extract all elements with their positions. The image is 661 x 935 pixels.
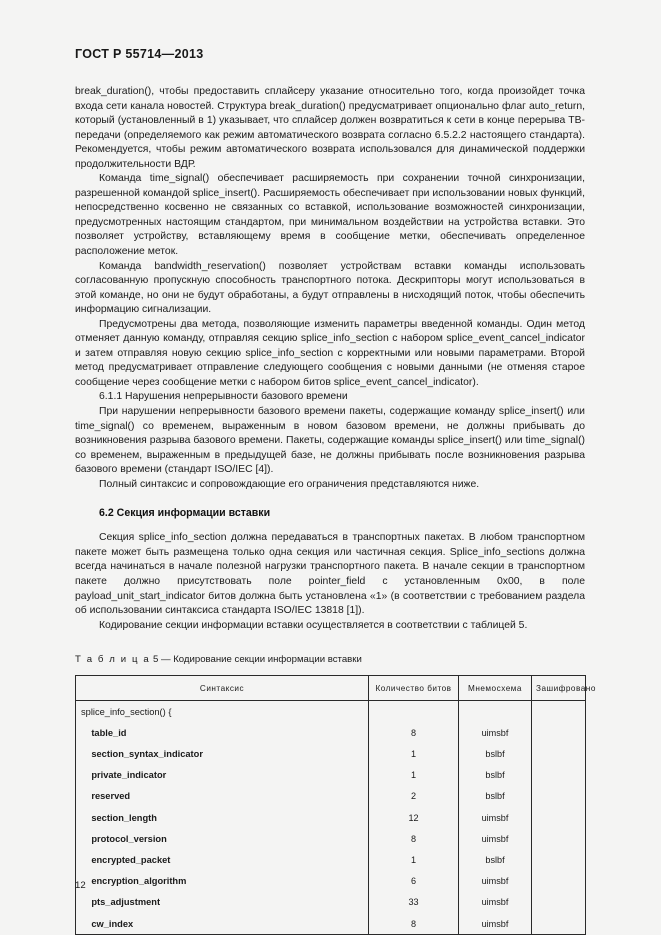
paragraph: Предусмотрены два метода, позволяющие изменить параметры введенной команды. Один метод отменяет данную команду, отправляя секцию splice_info_section с набором splice_event_cancel_indicator и затем отправляя новую секцию splice_info_section с корректными или новыми параметрами. Второй метод предусматривает отправление следующего сообщения с новыми данными (не отменяя старое сообщение через сообщение метки с набором битов splice_event_cancel_indicator).: [75, 318, 585, 388]
table-row: [76, 722, 586, 743]
cell-encrypted: [532, 913, 586, 935]
cell-syntax: cw_index: [76, 913, 369, 935]
cell-encrypted: [532, 722, 586, 743]
paragraph: Кодирование секции информации вставки осуществляется в соответствии с таблицей 5.: [99, 619, 528, 631]
paragraph: Команда time_signal() обеспечивает расширяемость при сохранении точной синхронизации, разрешенной командой splice_insert(). Расширяемость обеспечивает при использовании новых функций, непосредственно косвенно не связанных со вставкой, использование возможностей синхронизации, предусмотренных настоящим стандартом, при минимальном воздействии на устройства вставки. Это позволяет устройству, вставляющему время в сообщение метки, обеспечивать определенное расположение меток.: [75, 173, 585, 258]
column-header-mnemonic: Мнемосхема: [459, 676, 532, 701]
cell-syntax: protocol_version: [76, 828, 369, 849]
cell-syntax: reserved: [76, 786, 369, 807]
table-row: [76, 849, 586, 870]
paragraph: Команда bandwidth_reservation() позволяет устройствам вставки команды использовать согласованную пропускную способность транспортного потока. Дескрипторы могут использоваться в этой команде, но они не будут обработаны, а будут отправлены в нисходящий поток, чтобы обеспечить информацию сигнализации.: [75, 260, 585, 316]
cell-mnemonic: uimsbf: [459, 722, 532, 743]
cell-mnemonic: uimsbf: [459, 807, 532, 828]
table-splice-info-section: [75, 675, 596, 935]
table-row: [76, 892, 586, 913]
paragraph: break_duration(), чтобы предоставить сплайсеру указание относительно того, когда произойдет точка входа сети канала новостей. Структура break_duration() предусматривает опционально флаг auto_return, который (установленный в 1) указывает, что сплайсер должен возвратиться к сети в конце перерыва ТВ-передачи (определяемого как режим автоматического возврата согласно 6.5.2.2 настоящего стандарта). Рекомендуется, чтобы режим автоматического возврата использовался для динамической поддержки продолжительности ВДР.: [75, 86, 585, 170]
cell-mnemonic: bslbf: [459, 765, 532, 786]
cell-mnemonic: uimsbf: [459, 871, 532, 892]
table-row: [76, 871, 586, 892]
table-header-row: [76, 676, 586, 701]
table-caption: [75, 633, 585, 675]
subsection-heading-6-1-1: 6.1.1 Нарушения непрерывности базового времени: [99, 391, 348, 403]
cell-bit-count: 8: [369, 828, 459, 849]
cell-bit-count: 1: [369, 765, 459, 786]
cell-encrypted: [532, 786, 586, 807]
cell-syntax: table_id: [76, 722, 369, 743]
table-row: [76, 765, 586, 786]
table-row: [76, 828, 586, 849]
cell-bit-count: 12: [369, 807, 459, 828]
cell-bit-count: 6: [369, 871, 459, 892]
table-row: [76, 786, 586, 807]
cell-syntax: section_length: [76, 807, 369, 828]
table-row: [76, 913, 586, 935]
cell-syntax: splice_info_section() {: [76, 701, 369, 723]
cell-bit-count: 8: [369, 722, 459, 743]
document-header-standard-number: ГОСТ Р 55714—2013: [75, 47, 204, 61]
cell-encrypted: [532, 807, 586, 828]
cell-encrypted: [532, 828, 586, 849]
cell-encrypted: [532, 849, 586, 870]
table-caption-rest: 5 — Кодирование секции информации вставки: [150, 654, 362, 666]
table-row: [76, 744, 586, 765]
cell-encrypted: [532, 744, 586, 765]
cell-mnemonic: uimsbf: [459, 913, 532, 935]
table-body: [76, 701, 586, 935]
cell-mnemonic: bslbf: [459, 849, 532, 870]
cell-bit-count: 2: [369, 786, 459, 807]
cell-encrypted: [532, 892, 586, 913]
paragraph-group-one: [75, 85, 585, 390]
cell-syntax: encryption_algorithm: [76, 871, 369, 892]
document-body: [75, 85, 596, 935]
table-caption-prefix: Т а б л и ц а: [75, 654, 151, 666]
cell-syntax: private_indicator: [76, 765, 369, 786]
cell-mnemonic: bslbf: [459, 786, 532, 807]
cell-syntax: encrypted_packet: [76, 849, 369, 870]
cell-syntax: section_syntax_indicator: [76, 744, 369, 765]
cell-encrypted: [532, 871, 586, 892]
table-row: [76, 701, 586, 723]
table-row: [76, 807, 586, 828]
column-header-bit-count: Количество битов: [369, 676, 459, 701]
paragraph: Секция splice_info_section должна передаваться в транспортных пакетах. В любом транспортном пакете может быть размещена только одна секция или частичная секция. Splice_info_sections должна всегда начинаться в начале полезной нагрузки транспортного пакета. В начале секции в транспортном пакете должно присутствовать поле pointer_field с установленным 0x00, в поле payload_unit_start_indicator битов должна быть установлена «1» (в соответствии с требованием раздела об использовании синтаксиса стандарта ISO/IEC 13818 [1]).: [75, 532, 585, 617]
section-heading-6-2: 6.2 Секция информации вставки: [99, 507, 271, 520]
paragraph-group-two: [75, 405, 585, 492]
cell-mnemonic: bslbf: [459, 744, 532, 765]
cell-bit-count: 33: [369, 892, 459, 913]
cell-syntax: pts_adjustment: [76, 892, 369, 913]
cell-bit-count: 1: [369, 849, 459, 870]
paragraph: При нарушении непрерывности базового времени пакеты, содержащие команду splice_insert() или time_signal() со временем, выраженным в новом базовом времени, не должны прибывать до возникновения разрыва базового времени. Пакеты, содержащие команды splice_insert() или time_signal() со временем, выраженным в предыдущей базе, не должны прибывать после возникновения разрыва базового времени (стандарт ISO/IEC [4]).: [75, 406, 585, 476]
cell-encrypted: [532, 765, 586, 786]
column-header-syntax: Синтаксис: [76, 676, 369, 701]
cell-bit-count: 8: [369, 913, 459, 935]
cell-mnemonic: [459, 701, 532, 723]
paragraph-group-three: [75, 531, 585, 633]
table-head: [76, 676, 596, 701]
cell-mnemonic: uimsbf: [459, 828, 532, 849]
cell-mnemonic: uimsbf: [459, 892, 532, 913]
cell-bit-count: [369, 701, 459, 723]
paragraph: Полный синтаксис и сопровождающие его ограничения представляются ниже.: [99, 478, 480, 490]
column-header-encrypted: Зашифровано: [532, 676, 586, 701]
cell-encrypted: [532, 701, 586, 723]
page-number: 12: [75, 880, 86, 891]
cell-bit-count: 1: [369, 744, 459, 765]
